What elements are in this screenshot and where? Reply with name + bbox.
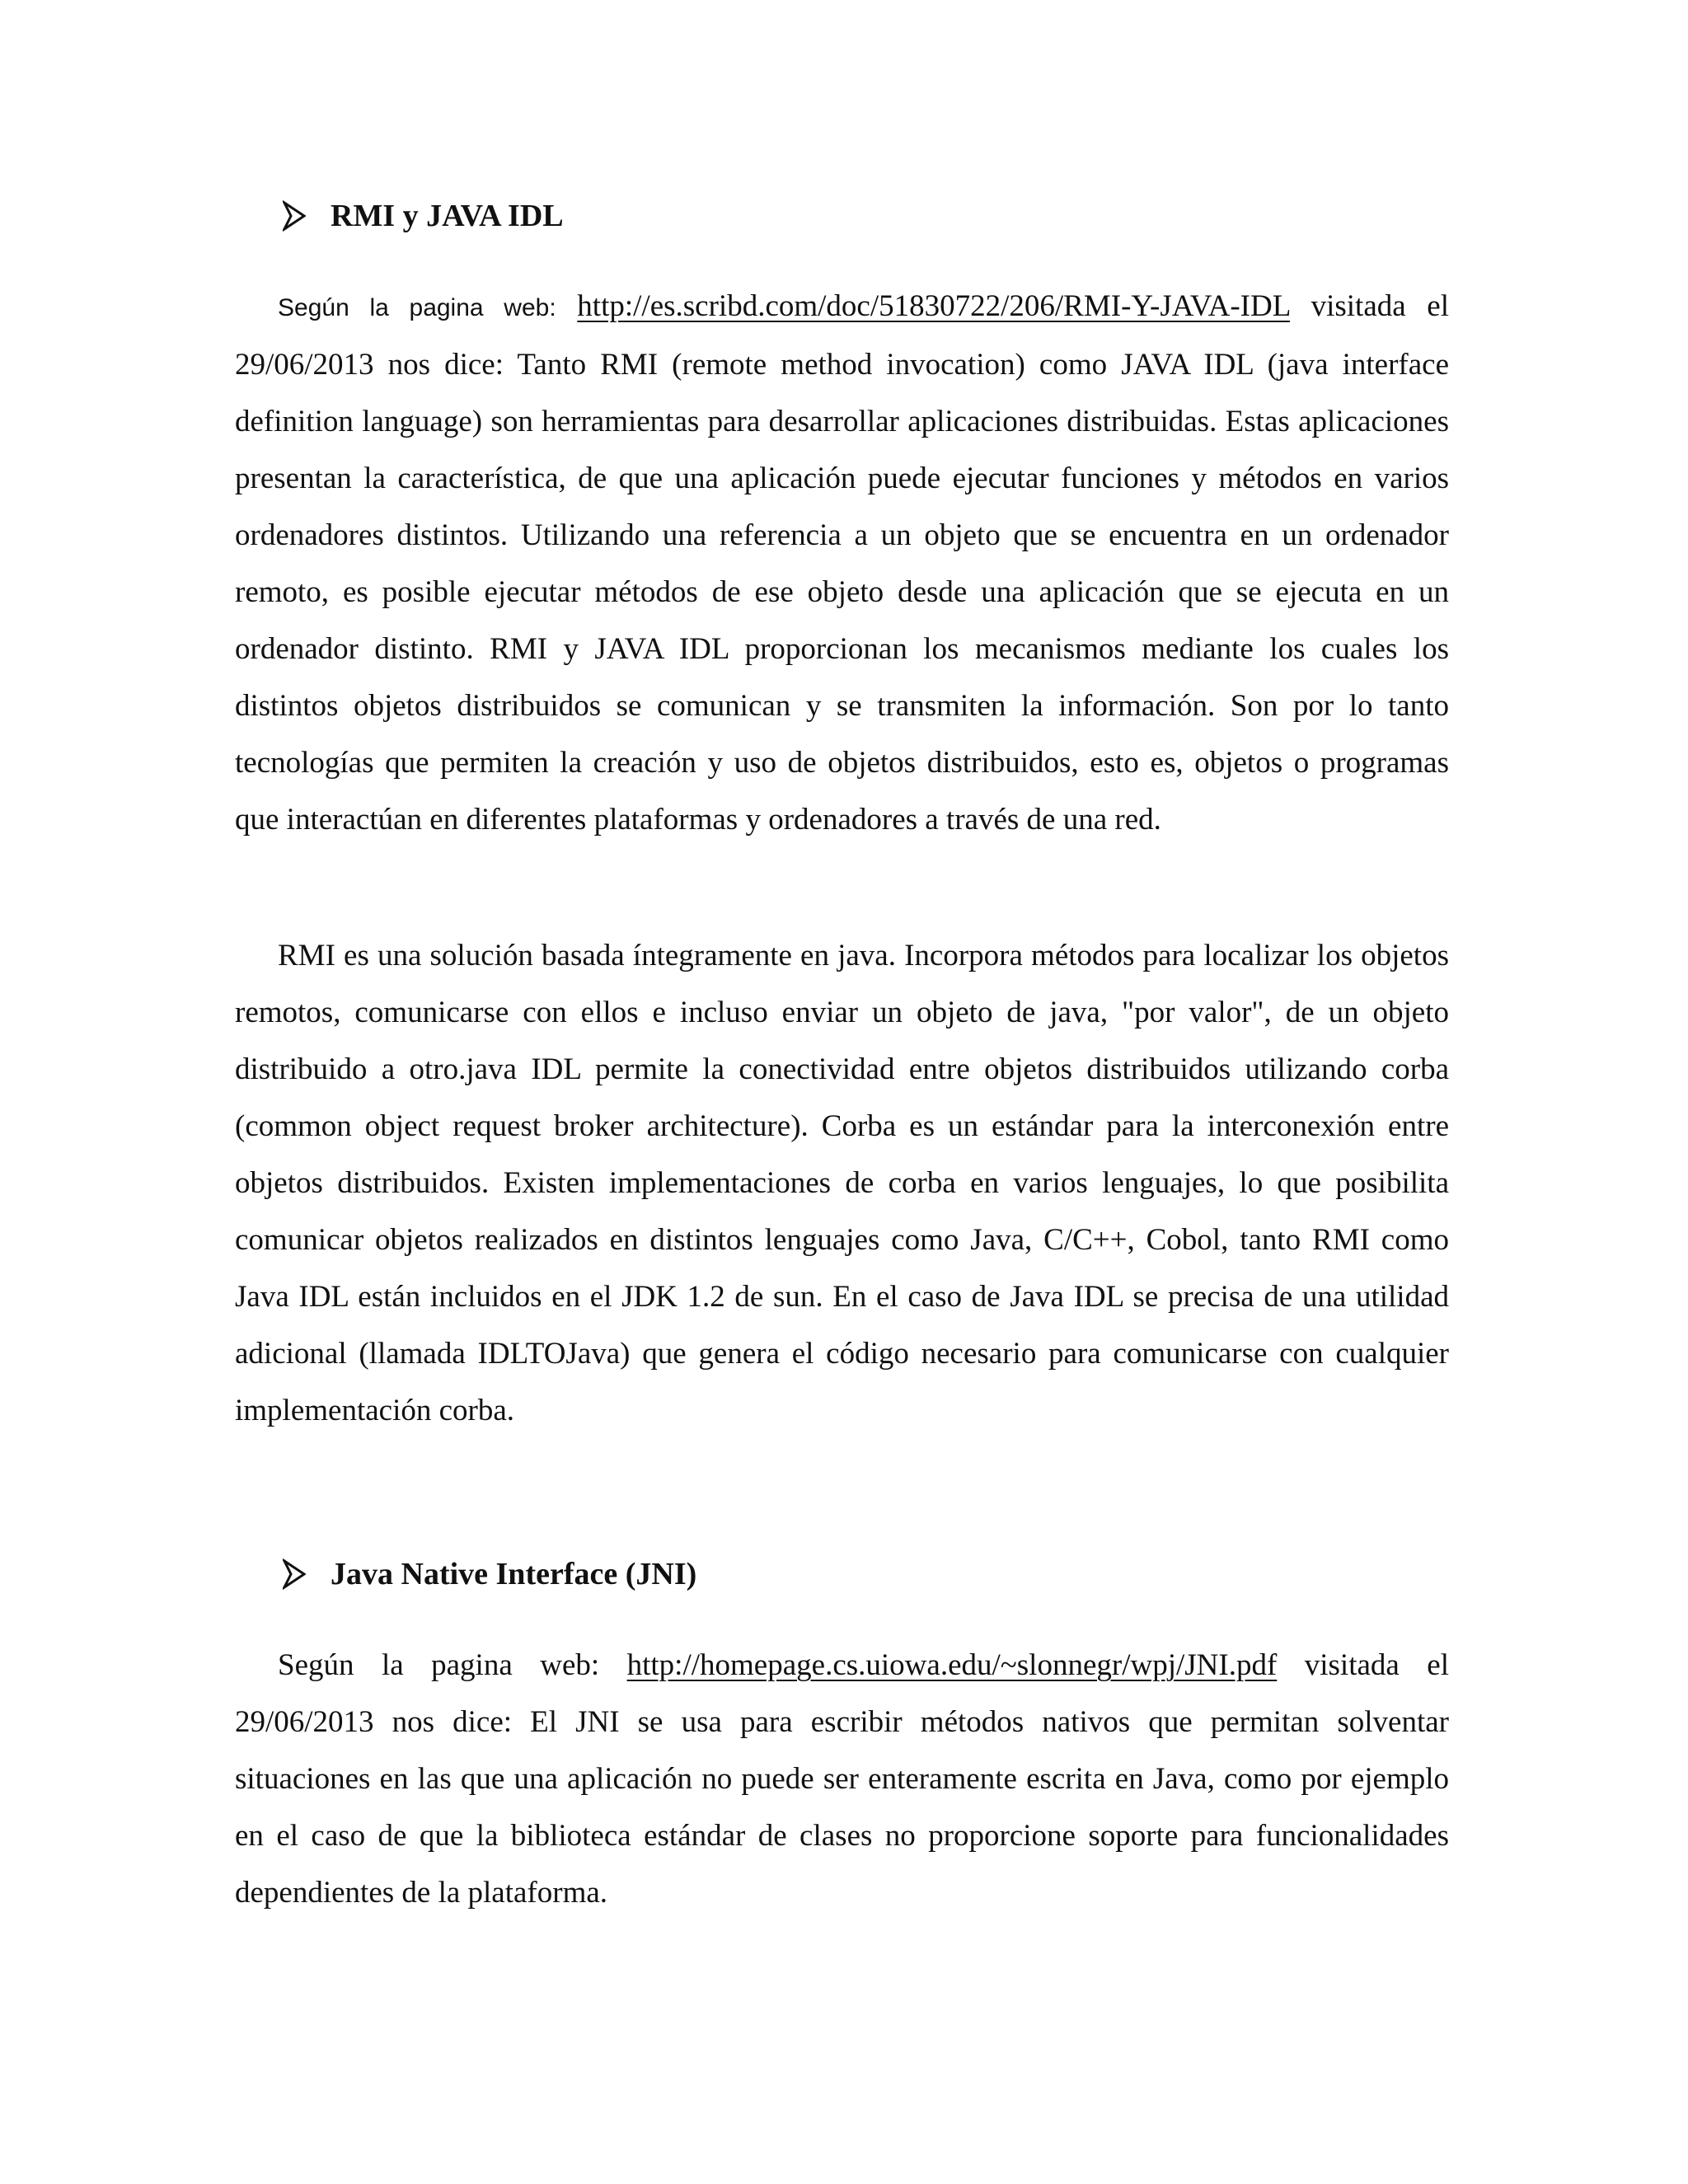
section-heading-rmi-java-idl xyxy=(283,195,564,237)
paragraph-jni-intro xyxy=(235,1637,1449,1921)
paragraph-lead: Según la pagina web: xyxy=(278,294,556,321)
paragraph-text: visitada el 29/06/2013 nos dice: El JNI se usa para escribir métodos nativos que permitan solventar situaciones en las que una aplicación no puede ser enteramente escrita en Java, como por ejemplo en el caso de que la biblioteca estándar de clases no proporcione soporte para funcionalidades dependientes de la plataforma. xyxy=(235,1648,1450,1910)
section-heading-jni xyxy=(283,1554,696,1595)
source-link-uiowa[interactable]: http://homepage.cs.uiowa.edu/~slonnegr/wpj/JNI.pdf xyxy=(626,1648,1278,1682)
section-title: Java Native Interface (JNI) xyxy=(331,1557,697,1591)
paragraph-rmi-intro xyxy=(235,278,1449,848)
section-title: RMI y JAVA IDL xyxy=(331,199,564,233)
paragraph-lead: Según la pagina web: xyxy=(278,1648,600,1682)
arrowhead-bullet-icon xyxy=(283,1558,306,1591)
source-link-scribd[interactable]: http://es.scribd.com/doc/51830722/206/RMI-Y-JAVA-IDL xyxy=(577,289,1290,323)
arrowhead-bullet-icon xyxy=(283,199,306,232)
paragraph-rmi-details: RMI es una solución basada íntegramente en java. Incorpora métodos para localizar los objetos remotos, comunicarse con ellos e incluso enviar un objeto de java, "por valor", de un objeto distribuido a otro.java IDL permite la conectividad entre objetos distribuidos utilizando corba (common object request broker architecture). Corba es un estándar para la interconexión entre objetos distribuidos. Existen implementaciones de corba en varios lenguajes, lo que posibilita comunicar objetos realizados en distintos lenguajes como Java, C/C++, Cobol, tanto RMI como Java IDL están incluidos en el JDK 1.2 de sun. En el caso de Java IDL se precisa de una utilidad adicional (llamada IDLTOJava) que genera el código necesario para comunicarse con cualquier implementación corba. xyxy=(235,939,1449,1427)
paragraph-text: visitada el 29/06/2013 nos dice: Tanto RMI (remote method invocation) como JAVA IDL (java interface definition language) son herramientas para desarrollar aplicaciones distribuidas. Estas aplicaciones presentan la característica, de que una aplicación puede ejecutar funciones y métodos en varios ordenadores distintos. Utilizando una referencia a un objeto que se encuentra en un ordenador remoto, es posible ejecutar métodos de ese objeto desde una aplicación que se ejecuta en un ordenador distinto. RMI y JAVA IDL proporcionan los mecanismos mediante los cuales los distintos objetos distribuidos se comunican y se transmiten la información. Son por lo tanto tecnologías que permiten la creación y uso de objetos distribuidos, esto es, objetos o programas que interactúan en diferentes plataformas y ordenadores a través de una red. xyxy=(235,289,1449,837)
